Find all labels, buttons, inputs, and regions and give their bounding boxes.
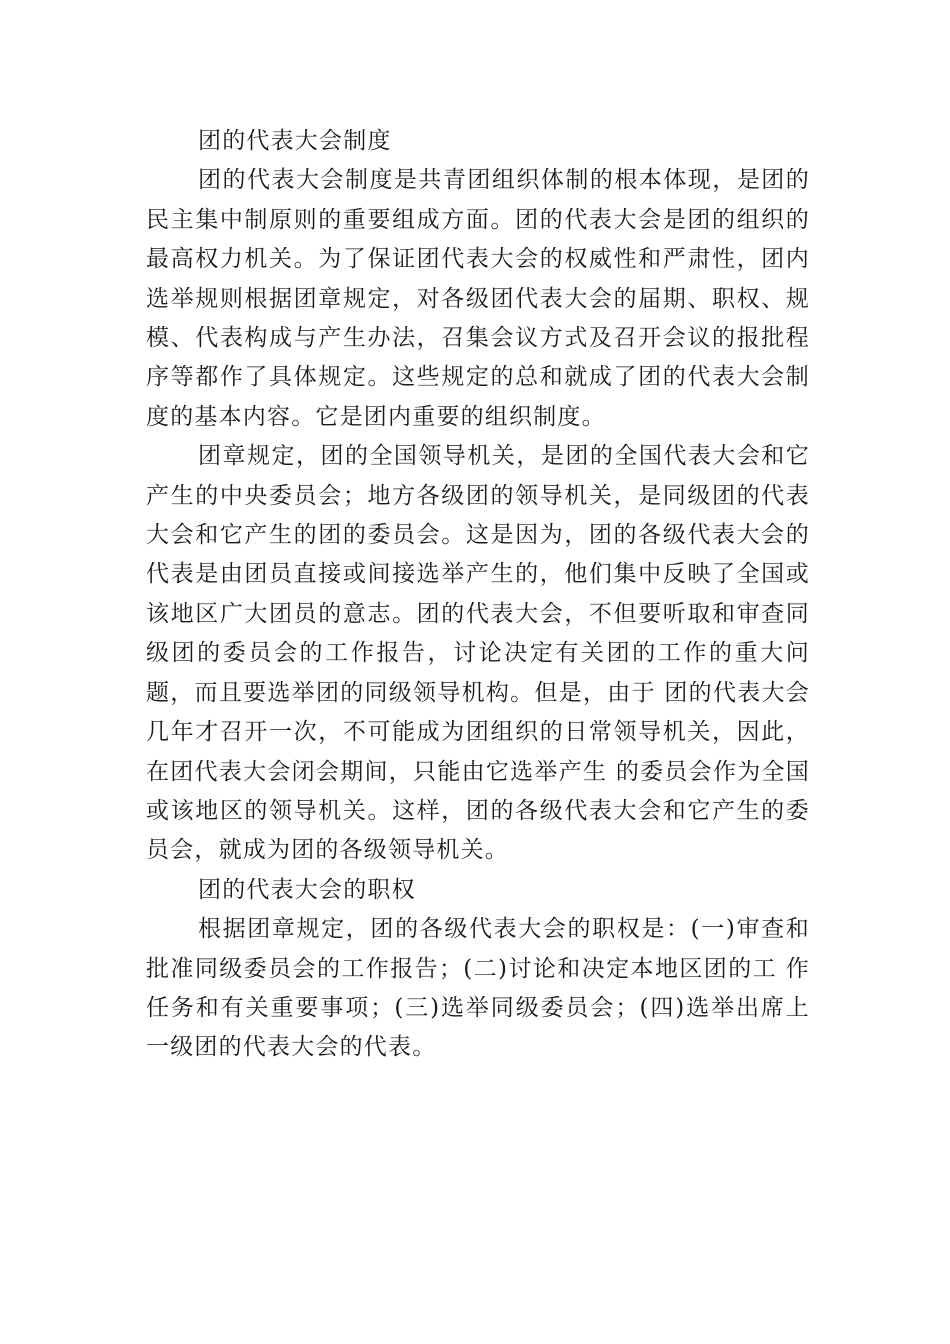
paragraph-leadership-organs: 团章规定，团的全国领导机关，是团的全国代表大会和它产生的中央委员会；地方各级团的领导机关，是同级团的代表大会和它产生的团的委员会。这是因为，团的各级代表大会的代表是由团员直接或间接选举产生的，他们集中反映了全国或该地区广大团员的意志。团的代表大会，不但要听取和审查同级团的委员会的工作报告，讨论决定有关团的工作的重大问题，而且要选举团的同级领导机构。但是，由于 团的代表大会几年才召开一次，不可能成为团组织的日常领导机关，因此，在团代表大会闭会期间，只能由它选举产生 的委员会作为全国或该地区的领导机关。这样，团的各级代表大会和它产生的委员会，就成为团的各级领导机关。 — [146, 443, 810, 864]
section-heading-congress-system: 团的代表大会制度 — [198, 128, 392, 154]
document-body — [146, 122, 810, 1068]
paragraph-congress-system-intro: 团的代表大会制度是共青团组织体制的根本体现，是团的民主集中制原则的重要组成方面。团的代表大会是团的组织的最高权力机关。为了保证团代表大会的权威性和严肃性，团内选举规则根据团章规定，对各级团代表大会的届期、职权、规模、代表构成与产生办法，召集会议方式及召开会议的报批程序等都作了具体规定。这些规定的总和就成了团的代表大会制度的基本内容。它是团内重要的组织制度。 — [146, 167, 810, 430]
section-heading-congress-powers: 团的代表大会的职权 — [198, 876, 416, 903]
paragraph-congress-powers: 根据团章规定，团的各级代表大会的职权是：(一)审查和批准同级委员会的工作报告；(二)讨论和决定本地区团的工 作任务和有关重要事项；(三)选举同级委员会；(四)选举出席上一级团的代表大会的代表。 — [146, 916, 810, 1061]
